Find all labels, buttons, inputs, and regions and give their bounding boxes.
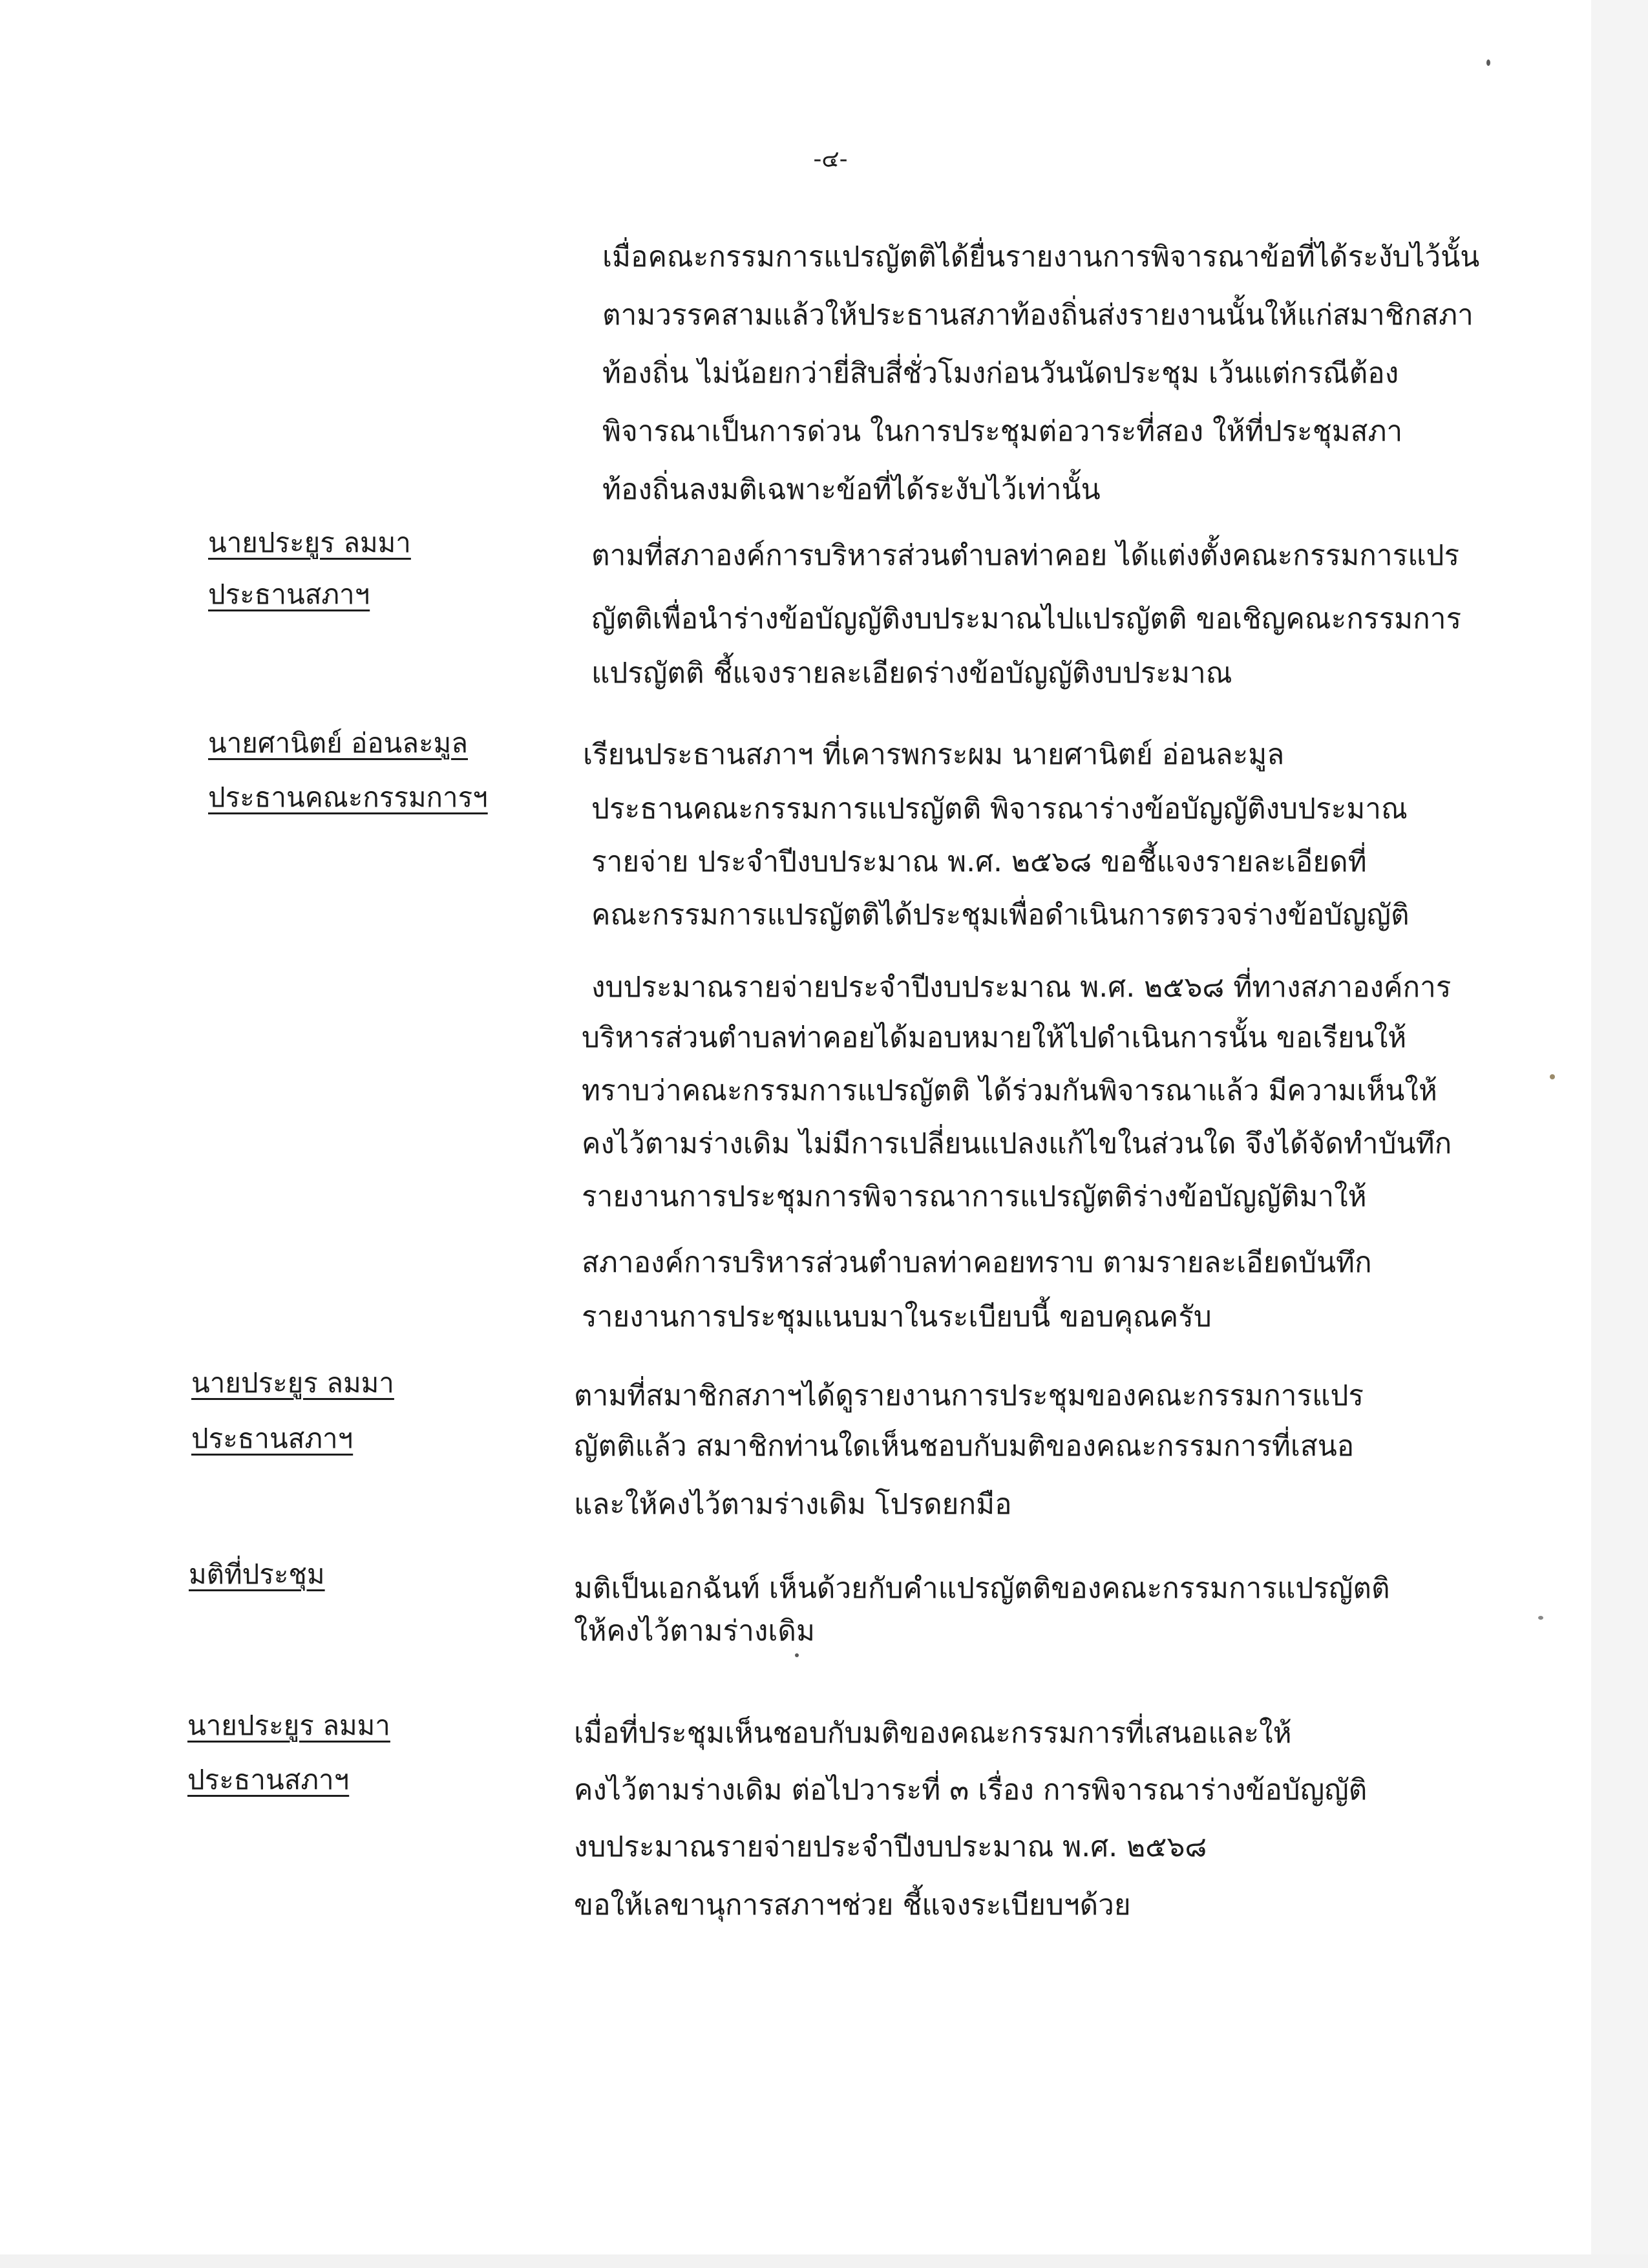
statement-line: รายงานการประชุมแนบมาในระเบียบนี้ ขอบคุณครับ — [582, 1300, 1212, 1333]
intro-line: ท้องถิ่น ไม่น้อยกว่ายี่สิบสี่ชั่วโมงก่อนวันนัดประชุม เว้นแต่กรณีต้อง — [602, 357, 1399, 390]
statement-line: ญัตติแล้ว สมาชิกท่านใดเห็นชอบกับมติของคณะกรรมการที่เสนอ — [574, 1430, 1355, 1463]
statement-line: ประธานคณะกรรมการแปรญัตติ พิจารณาร่างข้อบัญญัติงบประมาณ — [591, 792, 1408, 825]
statement-line: เมื่อที่ประชุมเห็นชอบกับมติของคณะกรรมการที่เสนอและให้ — [574, 1717, 1292, 1750]
statement-line: งบประมาณรายจ่ายประจำปีงบประมาณ พ.ศ. ๒๕๖๘ — [574, 1830, 1207, 1863]
page-number: -๔- — [813, 146, 848, 173]
statement-line: คงไว้ตามร่างเดิม ไม่มีการเปลี่ยนแปลงแก้ไขในส่วนใด จึงได้จัดทำบันทึก — [582, 1127, 1452, 1160]
speaker-role: ประธานคณะกรรมการฯ — [208, 781, 488, 813]
statement-line: บริหารส่วนตำบลท่าคอยได้มอบหมายให้ไปดำเนินการนั้น ขอเรียนให้ — [582, 1021, 1407, 1054]
intro-line: ตามวรรคสามแล้วให้ประธานสภาท้องถิ่นส่งรายงานนั้นให้แก่สมาชิกสภา — [602, 299, 1474, 332]
statement-line: ขอให้เลขานุการสภาฯช่วย ชี้แจงระเบียบฯด้วย — [574, 1889, 1131, 1922]
speaker-name: นายประยูร ลมมา — [191, 1367, 394, 1399]
resolution-line: ให้คงไว้ตามร่างเดิม — [574, 1615, 815, 1648]
statement-line: รายงานการประชุมการพิจารณาการแปรญัตติร่างข้อบัญญัติมาให้ — [582, 1180, 1367, 1213]
statement-line: คณะกรรมการแปรญัตติได้ประชุมเพื่อดำเนินการตรวจร่างข้อบัญญัติ — [591, 898, 1410, 931]
statement-line: ญัตติเพื่อนำร่างข้อบัญญัติงบประมาณไปแปรญัตติ ขอเชิญคณะกรรมการ — [591, 602, 1462, 635]
statement-line: สภาองค์การบริหารส่วนตำบลท่าคอยทราบ ตามรายละเอียดบันทึก — [582, 1246, 1372, 1279]
speaker-role: ประธานสภาฯ — [208, 578, 370, 610]
speaker-role: ประธานสภาฯ — [191, 1423, 354, 1454]
statement-line: ตามที่สภาองค์การบริหารส่วนตำบลท่าคอย ได้แต่งตั้งคณะกรรมการแปร — [591, 539, 1460, 572]
speaker-role: ประธานสภาฯ — [187, 1764, 350, 1796]
statement-line: คงไว้ตามร่างเดิม ต่อไปวาระที่ ๓ เรื่อง การพิจารณาร่างข้อบัญญัติ — [574, 1774, 1368, 1807]
resolution-label: มติที่ประชุม — [189, 1558, 325, 1590]
statement-line: ทราบว่าคณะกรรมการแปรญัตติ ได้ร่วมกันพิจารณาแล้ว มีความเห็นให้ — [582, 1074, 1437, 1107]
scan-speck — [1550, 1074, 1555, 1079]
scan-edge-shadow — [1591, 0, 1648, 2268]
statement-line: แปรญัตติ ชี้แจงรายละเอียดร่างข้อบัญญัติงบประมาณ — [591, 657, 1232, 690]
intro-line: ท้องถิ่นลงมติเฉพาะข้อที่ได้ระงับไว้เท่านั้น — [602, 473, 1101, 506]
statement-line: งบประมาณรายจ่ายประจำปีงบประมาณ พ.ศ. ๒๕๖๘ ที่ทางสภาองค์การ — [591, 971, 1452, 1004]
intro-line: พิจารณาเป็นการด่วน ในการประชุมต่อวาระที่สอง ให้ที่ประชุมสภา — [602, 415, 1403, 448]
statement-line: และให้คงไว้ตามร่างเดิม โปรดยกมือ — [574, 1488, 1012, 1521]
intro-line: เมื่อคณะกรรมการแปรญัตติได้ยื่นรายงานการพิจารณาข้อที่ได้ระงับไว้นั้น — [602, 240, 1480, 273]
statement-line: ตามที่สมาชิกสภาฯได้ดูรายงานการประชุมของคณะกรรมการแปร — [574, 1379, 1364, 1412]
statement-line: เรียนประธานสภาฯ ที่เคารพกระผม นายศานิตย์ อ่อนละมูล — [583, 738, 1285, 771]
statement-line: รายจ่าย ประจำปีงบประมาณ พ.ศ. ๒๕๖๘ ขอชี้แจงรายละเอียดที่ — [591, 845, 1367, 878]
speaker-name: นายประยูร ลมมา — [187, 1710, 390, 1741]
speaker-name: นายประยูร ลมมา — [208, 527, 411, 558]
resolution-line: มติเป็นเอกฉันท์ เห็นด้วยกับคำแปรญัตติของคณะกรรมการแปรญัตติ — [574, 1572, 1390, 1605]
scan-speck — [1486, 59, 1490, 66]
scan-edge-shadow — [0, 2254, 1648, 2268]
speaker-name: นายศานิตย์ อ่อนละมูล — [208, 727, 468, 759]
scan-speck — [1538, 1616, 1543, 1620]
